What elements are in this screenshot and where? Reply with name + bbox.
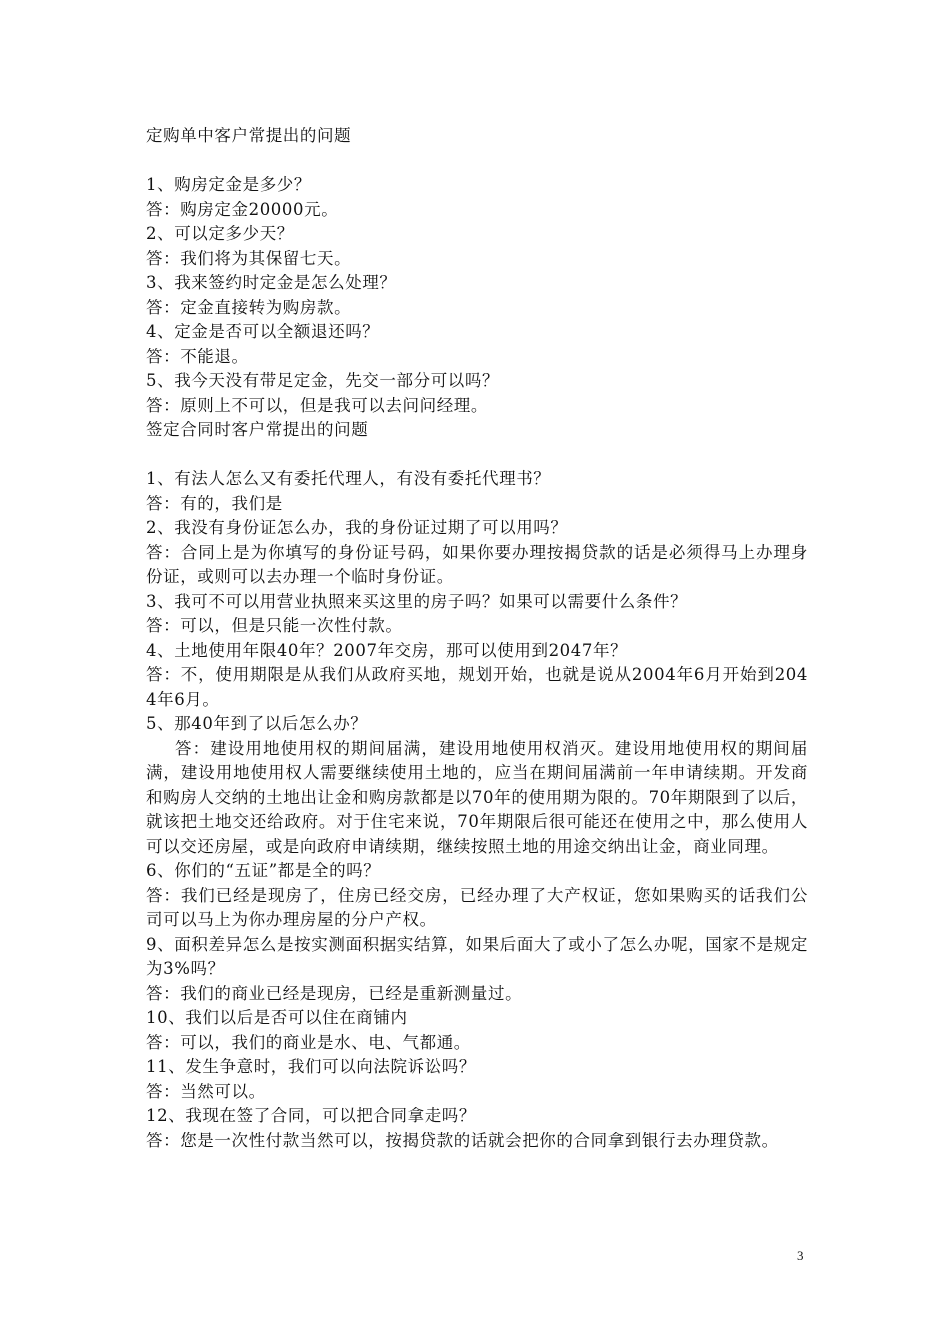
- answer-paragraph: 答：可以，但是只能一次性付款。: [146, 616, 403, 635]
- document-body: [146, 124, 808, 1153]
- question-line: 5、我今天没有带足定金，先交一部分可以吗？: [146, 371, 500, 390]
- question-paragraph: 1、有法人怎么又有委托代理人，有没有委托代理书？: [146, 469, 551, 488]
- section-title-order-form: 定购单中客户常提出的问题: [146, 126, 352, 145]
- answer-paragraph: 答：我们的商业已经是现房，已经是重新测量过。: [146, 983, 523, 1003]
- answer-line: 答：原则上不可以，但是我可以去问问经理。: [146, 395, 488, 415]
- answer-paragraph: 答：您是一次性付款当然可以，按揭贷款的话就会把你的合同拿到银行去办理贷款。: [146, 1130, 779, 1150]
- question-paragraph: 9、面积差异怎么是按实测面积据实结算，如果后面大了或小了怎么办呢，国家不是规定为3%吗？: [146, 934, 808, 978]
- question-paragraph: 3、我可不可以用营业执照来买这里的房子吗？如果可以需要什么条件？: [146, 591, 688, 611]
- answer-line: 答：购房定金20000元。: [146, 199, 339, 219]
- question-line: 2、可以定多少天？: [146, 224, 294, 243]
- question-paragraph: 5、那40年到了以后怎么办？: [146, 714, 368, 733]
- answer-paragraph: 答：有的，我们是: [146, 493, 283, 513]
- question-paragraph: 12、我现在签了合同，可以把合同拿走吗？: [146, 1106, 476, 1125]
- answer-paragraph: 答：建设用地使用权的期间届满，建设用地使用权消灭。建设用地使用权的期间届满，建设用地使用权人需要继续使用土地的，应当在期间届满前一年申请续期。开发商和购房人交纳的土地出让金和购房款都是以70年的使用期为限的。70年期限到了以后，就该把土地交还给政府。对于住宅来说，70年期限后很可能还在使用之中，那么使用人可以交还房屋，或是向政府申请续期，继续按照土地的用途交纳出让金，商业同理。: [146, 738, 808, 856]
- answer-line: 答：我们将为其保留七天。: [146, 248, 352, 268]
- answer-paragraph: 答：我们已经是现房了，住房已经交房，已经办理了大产权证，您如果购买的话我们公司可以马上为你办理房屋的分户产权。: [146, 885, 808, 929]
- page-number: 3: [797, 1248, 804, 1263]
- answer-paragraph: 答：合同上是为你填写的身份证号码，如果你要办理按揭贷款的话是必须得马上办理身份证，或则可以去办理一个临时身份证。: [146, 542, 808, 586]
- answer-paragraph: 答：可以，我们的商业是水、电、气都通。: [146, 1032, 471, 1052]
- section-title-contract: 签定合同时客户常提出的问题: [146, 420, 369, 439]
- blank-line: [146, 149, 808, 174]
- question-paragraph: 2、我没有身份证怎么办，我的身份证过期了可以用吗？: [146, 518, 568, 537]
- question-paragraph: 10、我们以后是否可以住在商铺内: [146, 1008, 408, 1027]
- answer-line: 答：定金直接转为购房款。: [146, 297, 352, 317]
- question-line: 1、购房定金是多少？: [146, 175, 311, 194]
- answer-paragraph: 答：不，使用期限是从我们从政府买地，规划开始，也就是说从2004年6月开始到2044年6月。: [146, 665, 808, 709]
- question-paragraph: 6、你们的“五证”都是全的吗？: [146, 861, 381, 880]
- answer-paragraph: 答：当然可以。: [146, 1081, 266, 1101]
- question-paragraph: 11、发生争意时，我们可以向法院诉讼吗？: [146, 1057, 476, 1076]
- blank-line: [146, 443, 808, 468]
- answer-line: 答：不能退。: [146, 346, 249, 366]
- question-line: 4、定金是否可以全额退还吗？: [146, 322, 380, 341]
- question-line: 3、我来签约时定金是怎么处理？: [146, 273, 397, 292]
- question-paragraph: 4、土地使用年限40年？2007年交房，那可以使用到2047年？: [146, 640, 628, 660]
